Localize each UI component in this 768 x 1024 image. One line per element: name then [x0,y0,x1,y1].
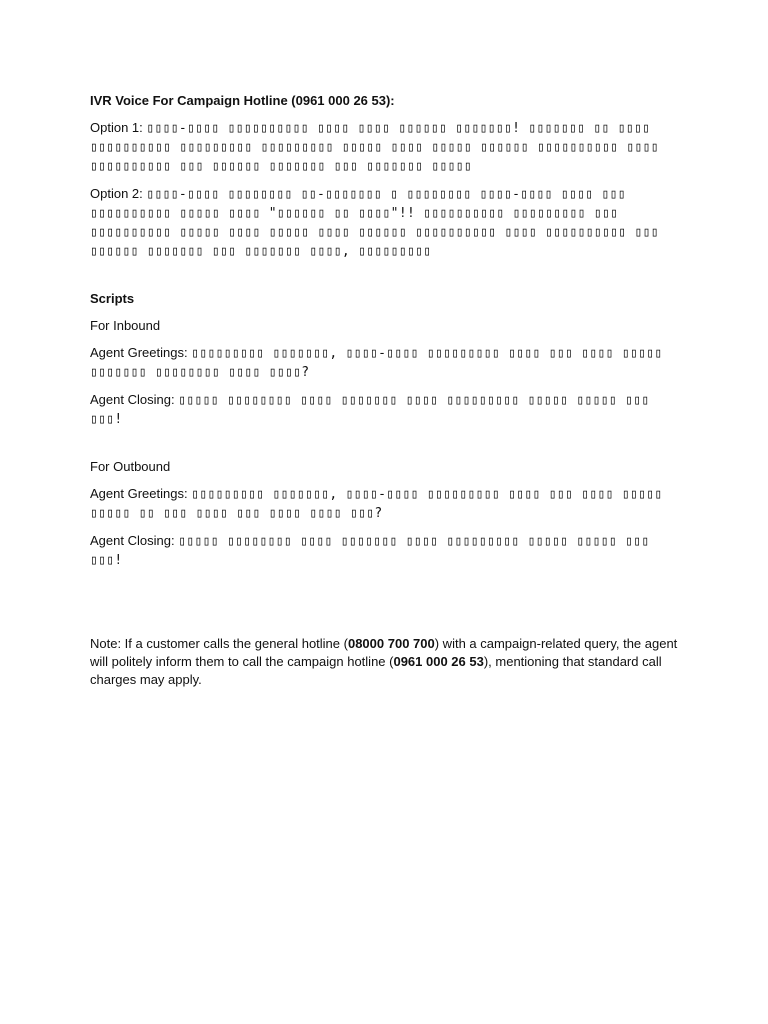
outbound-heading: For Outbound [90,459,171,474]
outbound-greeting-paragraph [90,485,686,523]
inbound-heading: For Inbound [90,318,161,333]
option-1-paragraph [90,119,686,176]
inbound-greeting-text: ▯▯▯▯▯▯▯▯▯ ▯▯▯▯▯▯▯, ▯▯▯▯-▯▯▯▯ ▯▯▯▯▯▯▯▯▯ ▯▯▯▯ ▯▯▯ ▯▯▯▯ ▯▯▯▯▯ ▯▯▯▯▯▯▯ ▯▯▯▯▯▯▯▯ ▯▯▯▯ ▯▯▯▯? [90,346,663,380]
note-paragraph [90,635,686,689]
option-2-text: ▯▯▯▯-▯▯▯▯ ▯▯▯▯▯▯▯▯ ▯▯-▯▯▯▯▯▯▯ ▯ ▯▯▯▯▯▯▯▯ ▯▯▯▯-▯▯▯▯ ▯▯▯▯ ▯▯▯ ▯▯▯▯▯▯▯▯▯▯ ▯▯▯▯▯ ▯▯▯▯ "▯▯▯▯▯▯ ▯▯ ▯▯▯▯"!! ▯▯▯▯▯▯▯▯▯▯ ▯▯▯▯▯▯▯▯▯ ▯▯▯ ▯▯▯▯▯▯▯▯▯▯ ▯▯▯▯▯ ▯▯▯▯ ▯▯▯▯▯ ▯▯▯▯ ▯▯▯▯▯▯ ▯▯▯▯▯▯▯▯▯▯ ▯▯▯▯ ▯▯▯▯▯▯▯▯▯▯ ▯▯▯ ▯▯▯▯▯▯ ▯▯▯▯▯▯▯ ▯▯▯ ▯▯▯▯▯▯▯ ▯▯▯▯, ▯▯▯▯▯▯▯▯▯ [90,187,659,259]
campaign-hotline-number: 0961 000 26 53 [393,654,484,669]
outbound-closing-label: Agent Closing: [90,533,175,548]
option-1-label: Option 1: [90,120,143,135]
spacer [90,270,686,290]
inbound-closing-label: Agent Closing: [90,392,175,407]
scripts-heading: Scripts [90,291,135,306]
option-1-text: ▯▯▯▯-▯▯▯▯ ▯▯▯▯▯▯▯▯▯▯ ▯▯▯▯ ▯▯▯▯ ▯▯▯▯▯▯ ▯▯▯▯▯▯▯! ▯▯▯▯▯▯▯ ▯▯ ▯▯▯▯ ▯▯▯▯▯▯▯▯▯▯ ▯▯▯▯▯▯▯▯▯ ▯▯▯▯▯▯▯▯▯ ▯▯▯▯▯ ▯▯▯▯ ▯▯▯▯▯ ▯▯▯▯▯▯ ▯▯▯▯▯▯▯▯▯▯ ▯▯▯▯ ▯▯▯▯▯▯▯▯▯▯ ▯▯▯ ▯▯▯▯▯▯ ▯▯▯▯▯▯▯ ▯▯▯ ▯▯▯▯▯▯▯ ▯▯▯▯▯ [90,121,659,174]
spacer [90,579,686,635]
option-2-paragraph [90,185,686,261]
ivr-heading: IVR Voice For Campaign Hotline (0961 000 26 53): [90,93,395,108]
inbound-greeting-paragraph [90,344,686,382]
note-text-part-1: Note: If a customer calls the general hotline ( [90,636,348,651]
note-text-part-3: ), mentioning that standard call charges may apply. [90,654,662,687]
inbound-closing-text: ▯▯▯▯▯ ▯▯▯▯▯▯▯▯ ▯▯▯▯ ▯▯▯▯▯▯▯ ▯▯▯▯ ▯▯▯▯▯▯▯▯▯ ▯▯▯▯▯ ▯▯▯▯▯ ▯▯▯ ▯▯▯! [90,393,650,427]
outbound-greeting-text: ▯▯▯▯▯▯▯▯▯ ▯▯▯▯▯▯▯, ▯▯▯▯-▯▯▯▯ ▯▯▯▯▯▯▯▯▯ ▯▯▯▯ ▯▯▯ ▯▯▯▯ ▯▯▯▯▯ ▯▯▯▯▯ ▯▯ ▯▯▯ ▯▯▯▯ ▯▯▯ ▯▯▯▯ ▯▯▯▯ ▯▯▯? [90,487,663,521]
document-page [90,92,686,698]
inbound-greeting-label: Agent Greetings: [90,345,188,360]
general-hotline-number: 08000 700 700 [347,636,435,651]
option-2-label: Option 2: [90,186,143,201]
outbound-greeting-label: Agent Greetings: [90,486,188,501]
inbound-closing-paragraph [90,391,686,429]
note-text-part-2: ) with a campaign-related query, the agent will politely inform them to call the campaign hotline ( [90,636,678,669]
spacer [90,438,686,458]
outbound-closing-text: ▯▯▯▯▯ ▯▯▯▯▯▯▯▯ ▯▯▯▯ ▯▯▯▯▯▯▯ ▯▯▯▯ ▯▯▯▯▯▯▯▯▯ ▯▯▯▯▯ ▯▯▯▯▯ ▯▯▯ ▯▯▯! [90,534,650,568]
outbound-closing-paragraph [90,532,686,570]
